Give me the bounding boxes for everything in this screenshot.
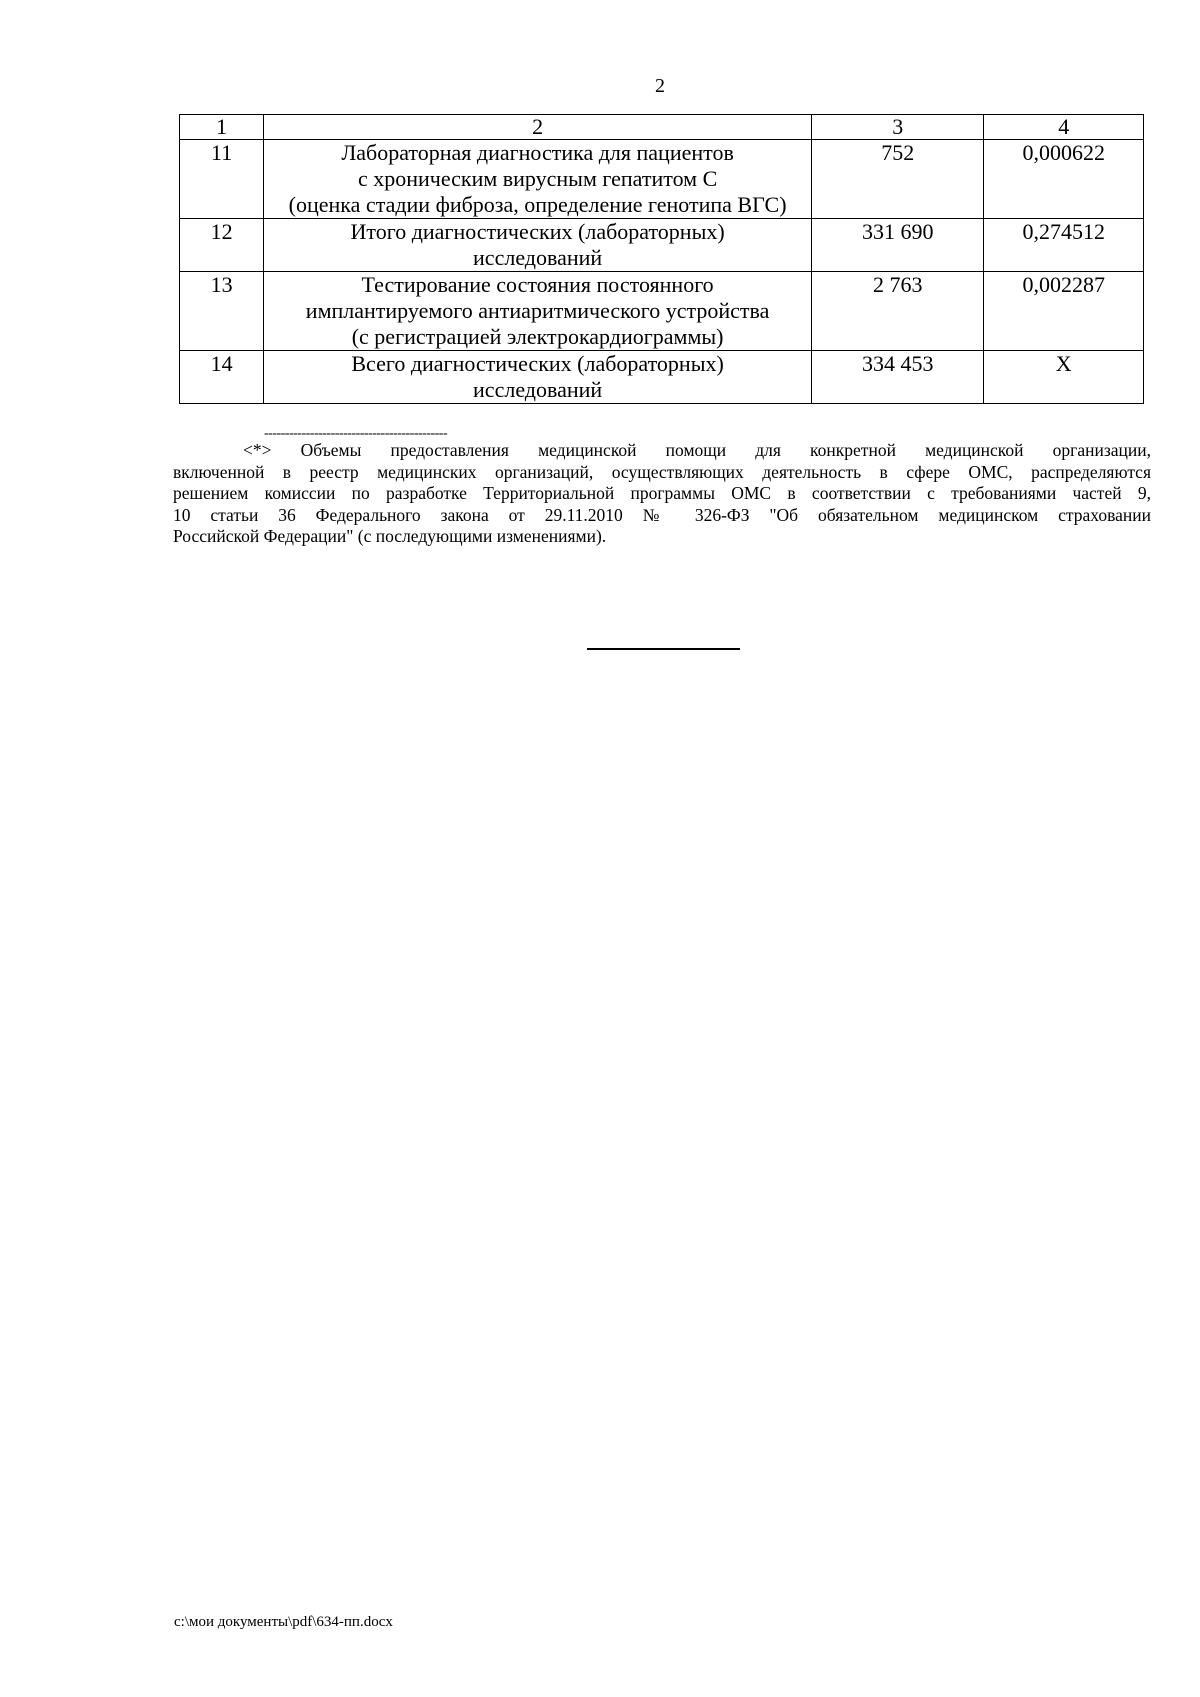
table-row [180, 351, 1144, 404]
row-name-line: Всего диагностических (лабораторных) [351, 351, 724, 376]
table-row [180, 219, 1144, 272]
row-name-cell [264, 140, 812, 219]
row-name-cell [264, 272, 812, 351]
row-name-cell [264, 351, 812, 404]
column-number-cell: 4 [984, 115, 1144, 140]
footnote-line: решением комиссии по разработке Территориальной программы ОМС в соответствии с требованиями частей 9, [173, 483, 1151, 503]
row-ratio-cell: 0,002287 [984, 272, 1144, 351]
row-name-line: Тестирование состояния постоянного [361, 272, 714, 297]
row-number-cell: 13 [180, 272, 264, 351]
row-volume-cell: 752 [811, 140, 984, 219]
column-number-cell: 2 [264, 115, 812, 140]
footnote-line: включенной в реестр медицинских организаций, осуществляющих деятельность в сфере ОМС, распределяются [173, 461, 1151, 482]
row-name-line: (с регистрацией электрокардиограммы) [351, 324, 724, 349]
column-number-cell: 3 [811, 115, 984, 140]
row-name-line: исследований [473, 377, 603, 402]
end-of-document-rule [587, 648, 740, 650]
table-row [180, 272, 1144, 351]
row-name-line: Итого диагностических (лабораторных) [350, 219, 725, 244]
file-path: c:\мои документы\pdf\634-пп.docx [174, 1614, 393, 1630]
table-header-row [180, 115, 1144, 140]
row-number-cell: 12 [180, 219, 264, 272]
row-name-line: (оценка стадии фиброза, определение генотипа ВГС) [288, 192, 787, 217]
table-row [180, 140, 1144, 219]
row-ratio-cell: 0,274512 [984, 219, 1144, 272]
row-number-cell: 14 [180, 351, 264, 404]
data-table [179, 114, 1144, 404]
footnote-line: <*> Объемы предоставления медицинской помощи для конкретной медицинской организации, [243, 440, 1151, 460]
row-name-line: с хроническим вирусным гепатитом С [357, 166, 718, 191]
row-volume-cell: 331 690 [811, 219, 984, 272]
row-name-line: имплантируемого антиаритмического устройства [305, 298, 770, 323]
footnote-line: 10 статьи 36 Федерального закона от 29.11.2010 № 326-ФЗ "Об обязательном медицинском страховании [173, 504, 1151, 525]
footnote [173, 440, 1151, 548]
page-number: 2 [655, 75, 665, 97]
footnote-separator: -------------------------------------------- [264, 426, 448, 441]
row-volume-cell: 334 453 [811, 351, 984, 404]
row-ratio-cell: Х [984, 351, 1144, 404]
row-volume-cell: 2 763 [811, 272, 984, 351]
column-number-cell: 1 [180, 115, 264, 140]
footnote-line: Российской Федерации" (с последующими изменениями). [173, 526, 607, 546]
row-name-line: Лабораторная диагностика для пациентов [341, 140, 734, 165]
row-name-line: исследований [473, 245, 603, 270]
row-ratio-cell: 0,000622 [984, 140, 1144, 219]
row-number-cell: 11 [180, 140, 264, 219]
row-name-cell [264, 219, 812, 272]
